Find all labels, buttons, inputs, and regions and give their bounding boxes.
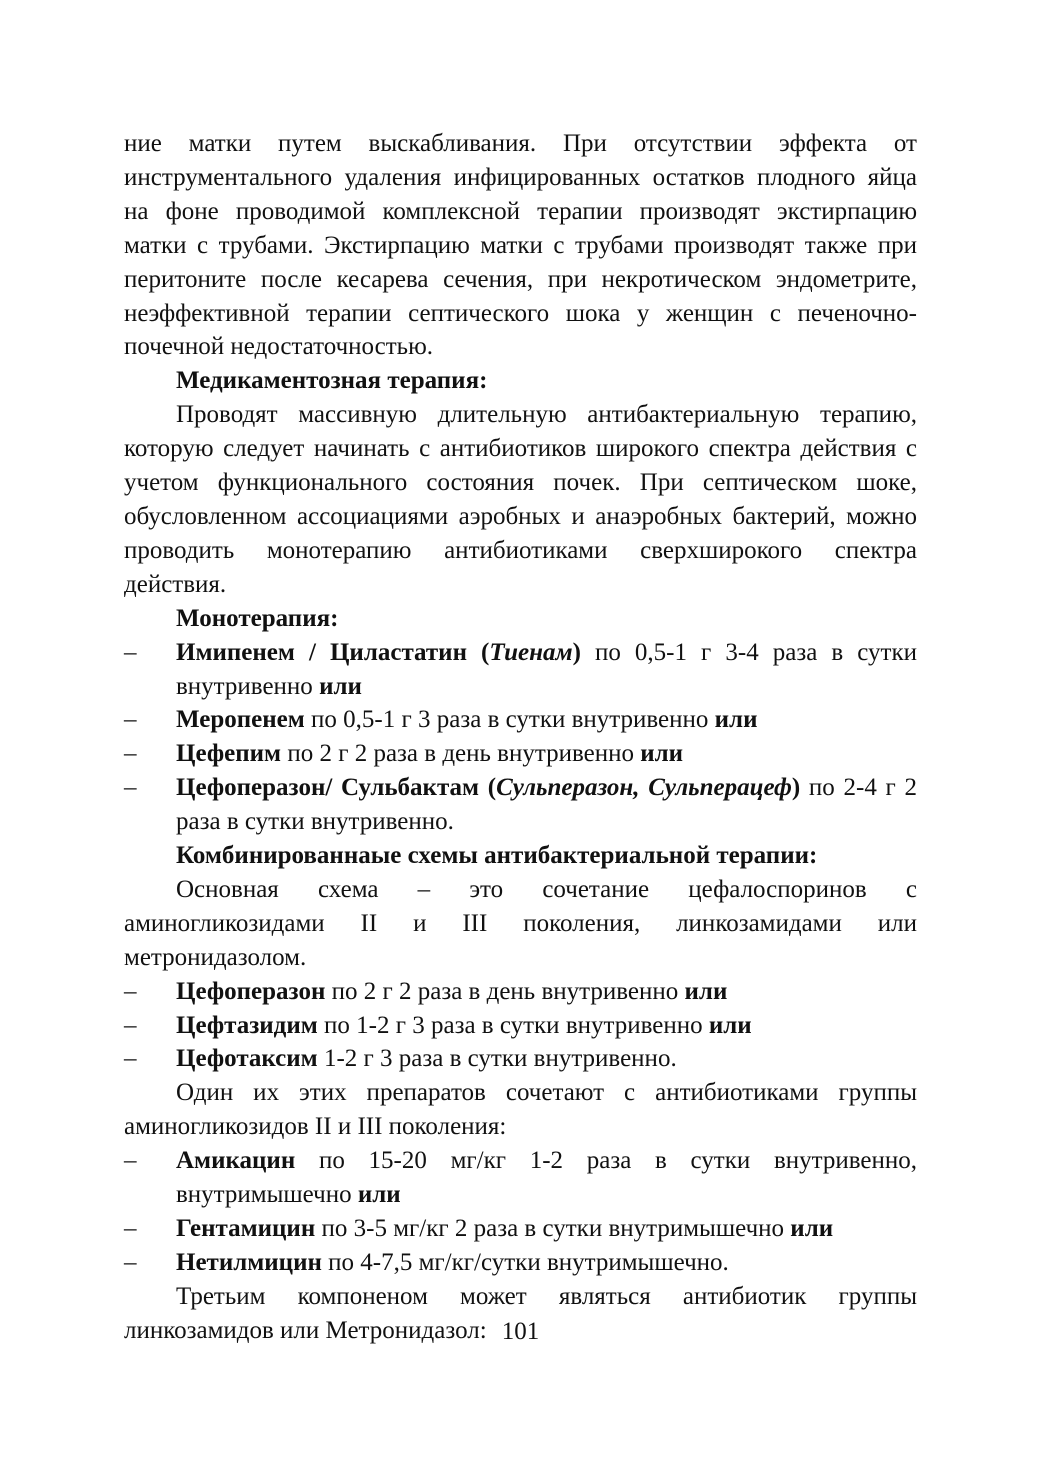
or-word: или	[714, 706, 758, 734]
heading-combined-schemes: Комбинированнаые схемы антибактериальной терапии:	[176, 842, 818, 870]
paragraph-main-scheme: Основная схема – это сочетание цефалоспоринов с аминогликозидами II и III поколения, линкозамидами или метронидазолом.	[124, 875, 917, 971]
list-item	[124, 1042, 917, 1076]
paragraph-surgery: ние матки путем выскабливания. При отсутствии эффекта от инструментального удаления инфицированных остатков плодного яйца на фоне проводимой комплексной терапии производят экстирпацию матки с трубами. Экстирпацию матки с трубами производят также при перитоните после кесарева сечения, при некротическом эндометрите, неэффективной терапии септического шока у женщин с печеночно-почечной недостаточностью.	[124, 130, 917, 361]
list-item	[124, 1009, 917, 1043]
list-item	[124, 975, 917, 1009]
dose-text: 1-2 г 3 раза в сутки внутривенно.	[317, 1045, 677, 1073]
dose-text: по 2 г 2 раза в день внутривенно	[325, 977, 685, 1005]
dose-text: по 2 г 2 раза в день внутривенно	[281, 740, 641, 768]
dash-marker: –	[124, 1147, 137, 1175]
or-word: или	[319, 672, 362, 700]
or-word: или	[357, 1181, 401, 1209]
dose-text: по 2-4 г 2 раза в сутки внутривенно.	[176, 774, 917, 836]
drug-name: Цефоперазон	[176, 977, 326, 1005]
drug-name: Цефотаксим	[176, 1045, 318, 1073]
paren-close: )	[791, 774, 801, 802]
drug-name: Нетилмицин	[176, 1248, 322, 1276]
drug-name: Имипенем / Циластатин (	[176, 638, 490, 666]
dose-text: по 3-5 мг/кг 2 раза в сутки внутримышечно	[315, 1215, 791, 1242]
dose-text: по 4-7,5 мг/кг/сутки внутримышечно.	[321, 1248, 729, 1276]
list-item	[124, 1212, 917, 1246]
paragraph-third-component: Третьим компоненом может являться антибиотик группы линкозамидов или Метронидазол:	[124, 1282, 917, 1344]
dash-marker: –	[124, 1045, 137, 1073]
dash-marker: –	[124, 977, 137, 1005]
drug-name: Цефтазидим	[176, 1011, 318, 1039]
dash-marker: –	[124, 1248, 137, 1276]
paren-close: )	[572, 638, 581, 666]
dash-marker: –	[124, 638, 137, 666]
dose-text: по 1-2 г 3 раза в сутки внутривенно	[317, 1011, 709, 1039]
brand-name: Тиенам	[489, 638, 573, 666]
drug-name: Цефоперазон/ Сульбактам (	[176, 774, 497, 802]
list-item	[124, 703, 917, 737]
dash-marker: –	[124, 1215, 137, 1242]
dash-marker: –	[124, 1011, 137, 1039]
drug-name: Амикацин	[176, 1147, 296, 1175]
or-word: или	[790, 1215, 834, 1242]
paragraph-antibacterial: Проводят массивную длительную антибактериальную терапию, которую следует начинать с антибиотиков широкого спектра действия с учетом функционального состояния почек. При септическом шоке, обусловленном ассоциациями аэробных и анаэробных бактерий, можно проводить монотерапию антибиотиками сверхширокого спектра действия.	[124, 401, 917, 598]
dash-marker: –	[124, 774, 137, 802]
page-body	[124, 127, 917, 1348]
heading-monotherapy: Монотерапия:	[176, 604, 339, 632]
list-item	[124, 1144, 917, 1212]
list-item	[124, 636, 917, 704]
dose-text: по 0,5-1 г 3 раза в сутки внутривенно	[304, 706, 715, 734]
drug-name: Меропенем	[176, 706, 305, 734]
or-word: или	[708, 1011, 752, 1039]
page-number: 101	[501, 1318, 540, 1345]
dash-marker: –	[124, 706, 137, 734]
drug-name: Гентамицин	[176, 1215, 316, 1242]
heading-drug-therapy: Медикаментозная терапия:	[176, 367, 488, 395]
or-word: или	[684, 977, 728, 1005]
list-item	[124, 737, 917, 771]
drug-name: Цефепим	[176, 740, 282, 768]
brand-name: Сульперазон, Сульперацеф	[496, 774, 792, 802]
list-item	[124, 771, 917, 839]
or-word: или	[640, 740, 684, 768]
dose-text: по 0,5-1 г 3-4 раза в сутки внутривенно	[176, 638, 917, 700]
dash-marker: –	[124, 740, 137, 768]
paragraph-aminoglycosides: Один их этих препаратов сочетают с антибиотиками группы аминогликозидов II и III поколения:	[124, 1079, 917, 1141]
list-item	[124, 1246, 917, 1280]
dose-text: по 15-20 мг/кг 1-2 раза в сутки внутривенно, внутримышечно	[176, 1147, 917, 1209]
